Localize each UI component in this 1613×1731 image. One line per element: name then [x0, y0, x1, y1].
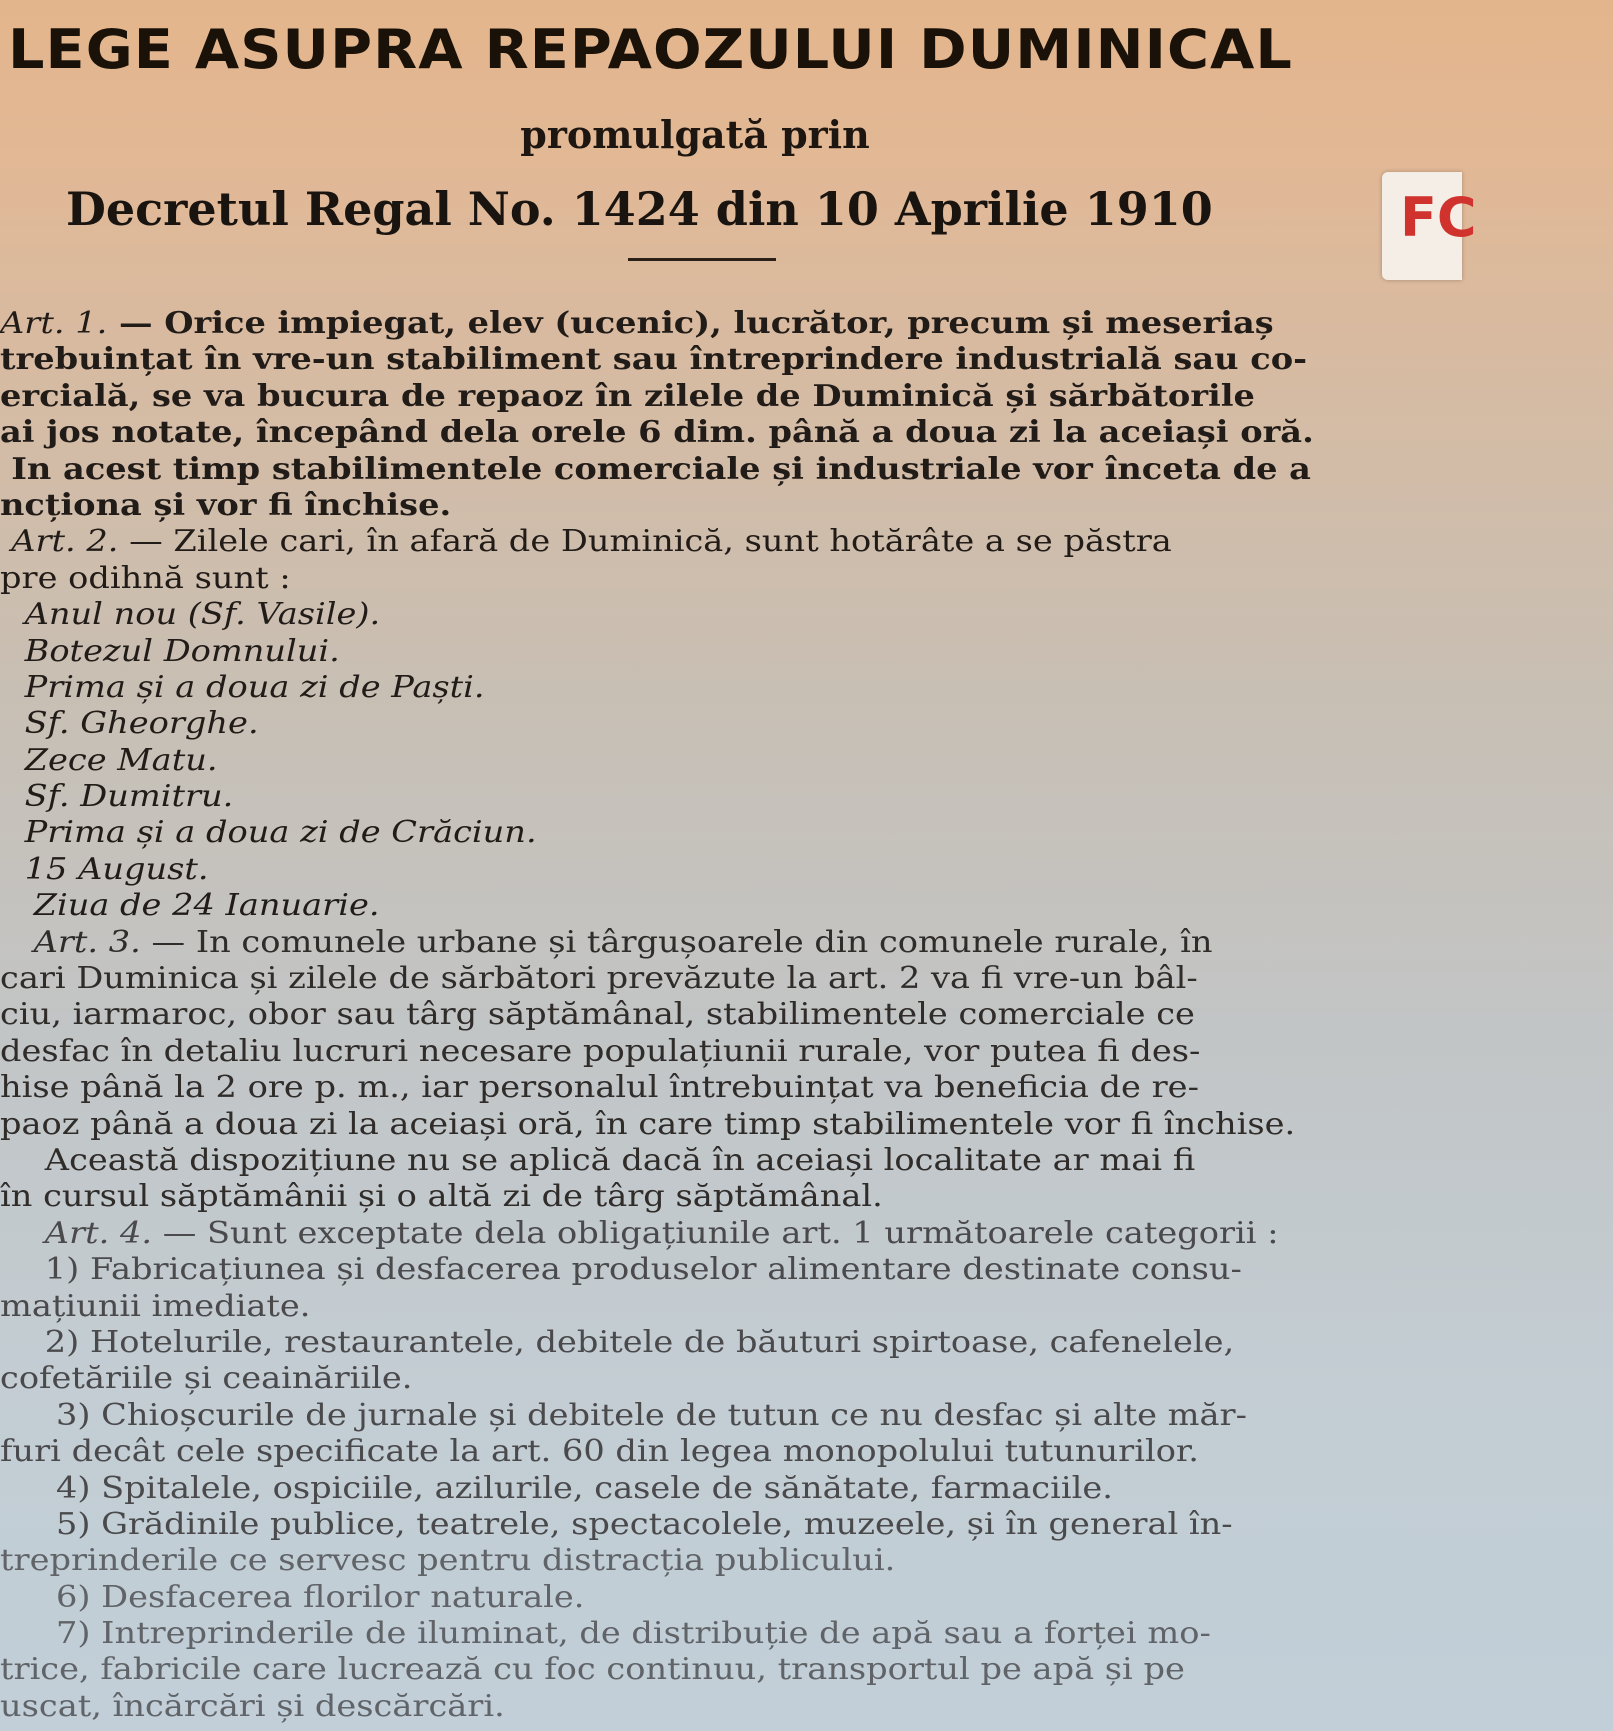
text-run: Ziua de 24 Ianuarie. — [33, 888, 380, 924]
text-line — [0, 1616, 1613, 1652]
title-divider — [628, 258, 776, 261]
text-run: Art. 3. — [33, 924, 141, 960]
text-run: Art. 2. — [11, 524, 119, 560]
text-run: ai jos notate, începând dela orele 6 dim. până a doua zi la aceiași oră. — [0, 415, 1314, 451]
text-run: 15 August. — [24, 851, 209, 887]
text-line — [0, 1216, 1613, 1252]
text-line — [0, 1325, 1613, 1361]
text-line — [0, 815, 1613, 851]
text-line — [0, 488, 1613, 524]
text-line — [0, 670, 1613, 706]
text-run: în cursul săptămânii și o altă zi de târg săptămânal. — [0, 1179, 883, 1215]
text-run: — Sunt exceptate dela obligațiunile art. 1 următoarele categorii : — [152, 1215, 1279, 1251]
corner-stamp — [1382, 172, 1477, 280]
text-run: — In comunele urbane și târgușoarele din comunele rurale, în — [140, 924, 1213, 960]
law-subtitle: promulgată prin — [520, 112, 870, 157]
text-line — [0, 524, 1613, 560]
text-line — [0, 1143, 1613, 1179]
text-line — [0, 997, 1613, 1033]
text-line — [0, 306, 1613, 342]
text-run: 6) Desfacerea florilor naturale. — [56, 1579, 585, 1615]
text-line — [0, 1689, 1613, 1725]
text-line — [0, 1361, 1613, 1397]
text-run: uscat, încărcări și descărcări. — [0, 1688, 505, 1724]
text-run: 4) Spitalele, ospiciile, azilurile, casele de sănătate, farmaciile. — [56, 1470, 1113, 1506]
text-line — [0, 1652, 1613, 1688]
text-run: — Zilele cari, în afară de Duminică, sunt hotărâte a se păstra — [118, 524, 1172, 560]
text-run: pre odihnă sunt : — [0, 560, 291, 596]
text-run: cofetăriile și ceainăriile. — [0, 1361, 413, 1397]
text-run: Art. 1. — [0, 306, 108, 341]
text-line — [0, 1434, 1613, 1470]
text-line — [0, 1252, 1613, 1288]
text-run: Art. 4. — [44, 1215, 153, 1251]
text-run: Această dispozițiune nu se aplică dacă în aceiași localitate ar mai fi — [44, 1142, 1196, 1178]
text-line — [0, 961, 1613, 997]
text-line — [0, 1580, 1613, 1616]
text-line — [0, 379, 1613, 415]
text-run: Sf. Dumitru. — [24, 779, 234, 815]
decree-heading: Decretul Regal No. 1424 din 10 Aprilie 1910 — [66, 182, 1213, 236]
text-run: ncționa și vor fi închise. — [0, 487, 452, 523]
law-title: LEGE ASUPRA REPAOZULUI DUMINICAL — [8, 18, 1293, 81]
text-line — [0, 1034, 1613, 1070]
text-run: cari Duminica și zilele de sărbători prevăzute la art. 2 va fi vre-un bâl- — [0, 961, 1198, 997]
text-line — [0, 1070, 1613, 1106]
text-run: Prima și a doua zi de Paști. — [24, 669, 485, 705]
text-run: trice, fabricile care lucrează cu foc continuu, transportul pe apă și pe — [0, 1652, 1185, 1688]
text-run: hise până la 2 ore p. m., iar personalul întrebuințat va beneficia de re- — [0, 1070, 1199, 1106]
text-run: — Orice impiegat, elev (ucenic), lucrător, precum și meseriaș — [107, 306, 1274, 341]
text-run: trebuințat în vre-un stabiliment sau întreprindere industrială sau co- — [0, 342, 1308, 378]
text-run: Zece Matu. — [24, 742, 218, 778]
text-line — [0, 1179, 1613, 1215]
text-run: ercială, se va bucura de repaoz în zilele de Duminică și sărbătorile — [0, 378, 1255, 414]
text-line — [0, 1507, 1613, 1543]
text-line — [0, 342, 1613, 378]
text-run: treprinderile ce servesc pentru distracția publicului. — [0, 1543, 896, 1579]
text-line — [0, 452, 1613, 488]
text-line — [0, 597, 1613, 633]
text-run: 5) Grădinile publice, teatrele, spectacolele, muzeele, și în general în- — [56, 1506, 1233, 1542]
text-run: Anul nou (Sf. Vasile). — [24, 597, 381, 633]
text-line — [0, 634, 1613, 670]
text-line — [0, 852, 1613, 888]
text-run: Sf. Gheorghe. — [24, 706, 259, 742]
text-run: paoz până a doua zi la aceiași oră, în care timp stabilimentele vor fi închise. — [0, 1106, 1296, 1142]
text-line — [0, 743, 1613, 779]
text-line — [0, 561, 1613, 597]
text-run: Botezul Domnului. — [24, 633, 340, 669]
text-run: In acest timp stabilimentele comerciale și industriale vor înceta de a — [11, 451, 1311, 487]
text-line — [0, 1289, 1613, 1325]
text-run: desfac în detaliu lucruri necesare populațiunii rurale, vor putea fi des- — [0, 1033, 1201, 1069]
text-line — [0, 779, 1613, 815]
stamp-text: FC — [1400, 186, 1477, 249]
text-run: 2) Hotelurile, restaurantele, debitele de băuturi spirtoase, cafenelele, — [44, 1324, 1235, 1360]
law-body-text — [0, 306, 1440, 1725]
text-run: furi decât cele specificate la art. 60 din legea monopolului tutunurilor. — [0, 1434, 1199, 1470]
text-run: ciu, iarmaroc, obor sau târg săptămânal, stabilimentele comerciale ce — [0, 997, 1195, 1033]
text-line — [0, 415, 1613, 451]
text-line — [0, 1398, 1613, 1434]
text-line — [0, 706, 1613, 742]
text-line — [0, 925, 1613, 961]
text-run: mațiunii imediate. — [0, 1288, 311, 1324]
text-line — [0, 888, 1613, 924]
text-run: 7) Intreprinderile de iluminat, de distribuție de apă sau a forței mo- — [56, 1616, 1211, 1652]
text-run: Prima și a doua zi de Crăciun. — [24, 815, 537, 851]
text-line — [0, 1107, 1613, 1143]
text-run: 3) Chioșcurile de jurnale și debitele de tutun ce nu desfac și alte măr- — [56, 1397, 1247, 1433]
text-line — [0, 1543, 1613, 1579]
text-run: 1) Fabricațiunea și desfacerea produselor alimentare destinate consu- — [44, 1252, 1242, 1288]
text-line — [0, 1471, 1613, 1507]
